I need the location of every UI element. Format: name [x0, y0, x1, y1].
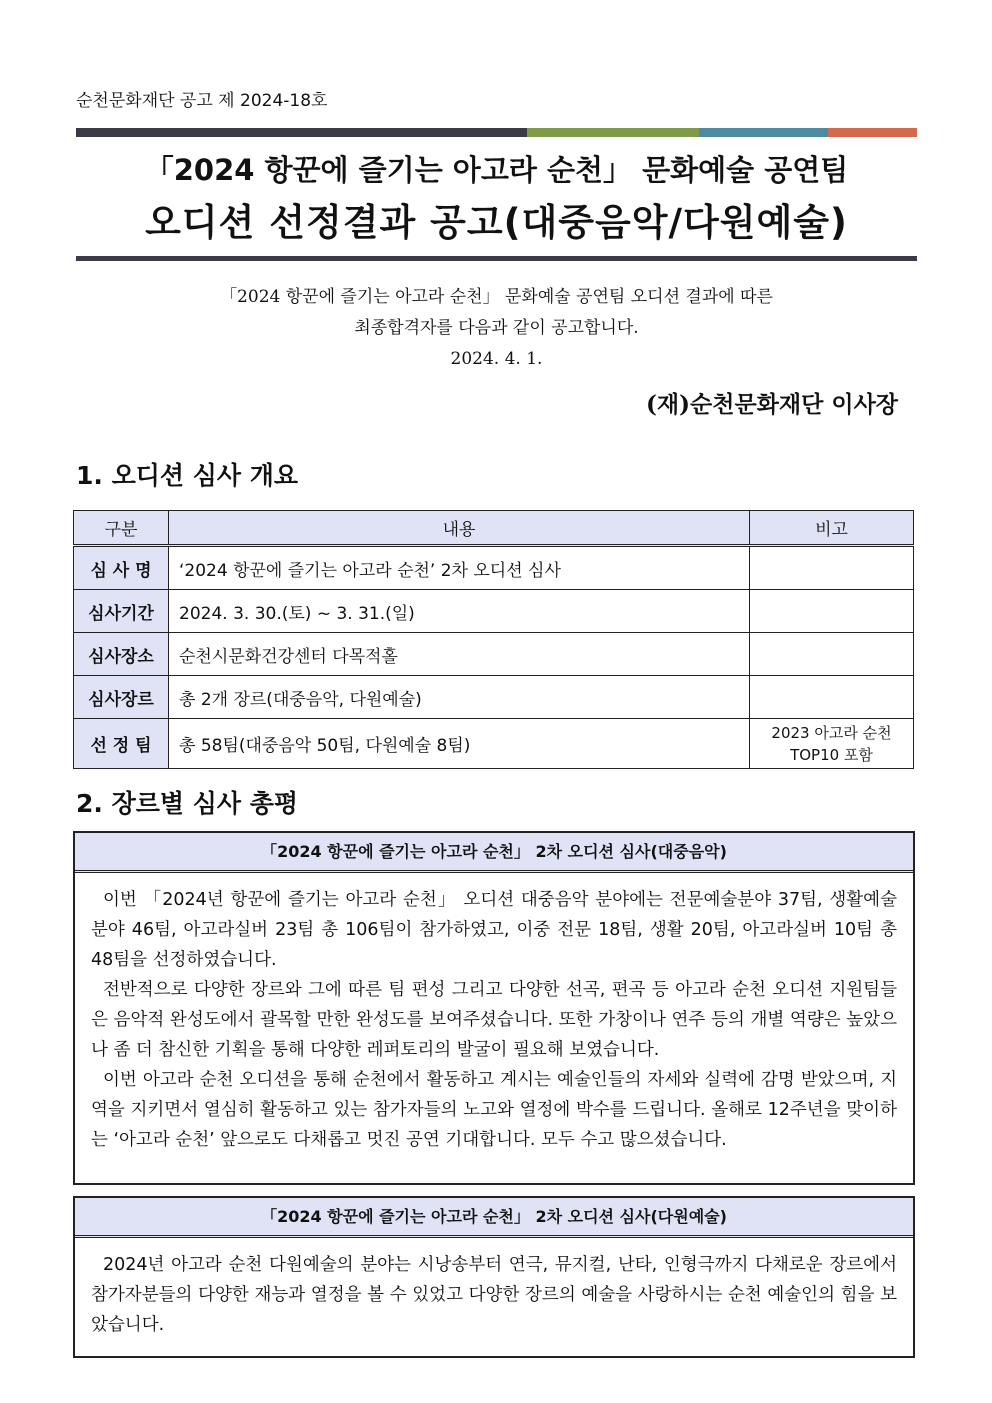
- intro-date: 2024. 4. 1.: [450, 349, 543, 369]
- row-content: ‘2024 항꾼에 즐기는 아고라 순천’ 2차 오디션 심사: [169, 546, 750, 590]
- header-content: 내용: [169, 511, 750, 546]
- row-label: 심사기간: [74, 590, 169, 633]
- header-note: 비고: [750, 511, 914, 546]
- review-title-popular-music: 「2024 항꾼에 즐기는 아고라 순천」 2차 오디션 심사(대중음악): [75, 833, 913, 873]
- review-paragraph: 이번 아고라 순천 오디션을 통해 순천에서 활동하고 계시는 예술인들의 자세와 실력에 감명 받았으며, 지역을 지키면서 열심히 활동하고 있는 참가자들의 노고와 열정에 박수를 드립니다. 올해로 12주년을 맞이하는 ‘아고라 순천’ 앞으로도 다채롭고 멋진 공연 기대합니다. 모두 수고 많으셨습니다.: [91, 1070, 897, 1150]
- header-category: 구분: [74, 511, 169, 546]
- review-paragraph: 이번 「2024년 항꾼에 즐기는 아고라 순천」 오디션 대중음악 분야에는 전문예술분야 37팀, 생활예술분야 46팀, 아고라실버 23팀 총 106팀이 참가하였고, 이중 전문 18팀, 생활 20팀, 아고라실버 10팀 총 48팀을 선정하였습니다.: [91, 890, 897, 970]
- row-label: 심 사 명: [74, 546, 169, 590]
- intro-text: [76, 282, 917, 375]
- review-paragraph: 2024년 아고라 순천 다원예술의 분야는 시낭송부터 연극, 뮤지컬, 난타, 인형극까지 다채로운 장르에서 참가자분들의 다양한 재능과 열정을 볼 수 있었고 다양한 장르의 예술을 사랑하시는 순천 예술인의 힘을 보았습니다.: [91, 1255, 897, 1335]
- row-note: [750, 633, 914, 676]
- intro-line-1: 「2024 항꾼에 즐기는 아고라 순천」 문화예술 공연팀 오디션 결과에 따른: [220, 287, 773, 307]
- row-content: 순천시문화건강센터 다목적홀: [169, 633, 750, 676]
- row-label: 심사장소: [74, 633, 169, 676]
- row-note: [750, 590, 914, 633]
- row-label: 심사장르: [74, 676, 169, 719]
- row-note: [750, 719, 914, 769]
- row-content: 2024. 3. 30.(토) ~ 3. 31.(일): [169, 590, 750, 633]
- color-bar-orange: [828, 128, 917, 137]
- document-title: [76, 146, 917, 252]
- review-box-multi-arts: [73, 1196, 915, 1358]
- notice-number: 순천문화재단 공고 제 2024-18호: [76, 91, 328, 111]
- table-row: [74, 676, 914, 719]
- decorative-color-bar: [76, 128, 917, 137]
- title-line-1: 「2024 항꾼에 즐기는 아고라 순천」 문화예술 공연팀: [144, 153, 849, 187]
- table-header-row: [74, 511, 914, 546]
- title-underline: [76, 256, 917, 261]
- section-2-heading: 2. 장르별 심사 총평: [76, 789, 299, 818]
- row-note-line-1: 2023 아고라 순천: [771, 723, 892, 742]
- table-row: [74, 633, 914, 676]
- color-bar-blue: [699, 128, 828, 137]
- review-body-popular-music: [75, 873, 913, 1169]
- row-content: 총 2개 장르(대중음악, 다원예술): [169, 676, 750, 719]
- review-paragraph: 전반적으로 다양한 장르와 그에 따른 팀 편성 그리고 다양한 선곡, 편곡 등 아고라 순천 오디션 지원팀들은 음악적 완성도에서 괄목할 만한 완성도를 보여주셨습니다. 또한 가창이나 연주 등의 개별 역량은 높았으나 좀 더 참신한 기획을 통해 다양한 레퍼토리의 발굴이 필요해 보였습니다.: [91, 980, 897, 1060]
- color-bar-dark: [76, 128, 527, 137]
- overview-table: [73, 510, 914, 769]
- signature: (재)순천문화재단 이사장: [646, 391, 898, 418]
- intro-line-2: 최종합격자를 다음과 같이 공고합니다.: [354, 318, 639, 338]
- review-box-popular-music: [73, 831, 915, 1185]
- review-body-multi-arts: [75, 1238, 913, 1354]
- row-note-line-2: TOP10 포함: [790, 745, 873, 764]
- row-note: [750, 676, 914, 719]
- table-row: [74, 719, 914, 769]
- review-title-multi-arts: 「2024 항꾼에 즐기는 아고라 순천」 2차 오디션 심사(다원예술): [75, 1198, 913, 1238]
- row-label: 선 정 팀: [74, 719, 169, 769]
- row-content: 총 58팀(대중음악 50팀, 다원예술 8팀): [169, 719, 750, 769]
- section-1-heading: 1. 오디션 심사 개요: [76, 461, 299, 490]
- row-note: [750, 546, 914, 590]
- table-row: [74, 590, 914, 633]
- color-bar-green: [527, 128, 699, 137]
- table-row: [74, 546, 914, 590]
- title-line-2: 오디션 선정결과 공고(대중음악/다원예술): [145, 201, 848, 244]
